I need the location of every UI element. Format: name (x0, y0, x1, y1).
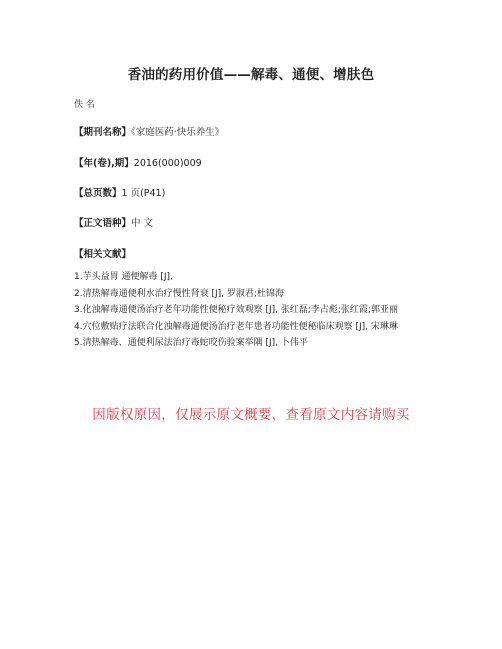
journal-name-value: 《家庭医药·快乐养生》 (131, 127, 225, 138)
related-literature-list (74, 270, 434, 353)
total-pages-label: 【总页数】 (74, 188, 122, 199)
year-issue-field (74, 155, 202, 169)
journal-name-label: 【期刊名称】 (74, 127, 132, 138)
language-value: 中 文 (131, 218, 154, 229)
related-literature-item[interactable]: 3.化浊解毒通便汤治疗老年功能性便秘疗效观察 [J], 张红磊;李占彪;张红霞;郭亚丽 (74, 305, 398, 315)
related-literature-item[interactable]: 4.穴位敷贴疗法联合化浊解毒通便汤治疗老年患者功能性便秘临床观察 [J], 宋琳琳 (74, 321, 398, 332)
related-literature-item[interactable]: 2.清热解毒通便利水治疗慢性肾衰 [J], 罗淑君;杜锦海 (74, 288, 284, 299)
language-label: 【正文语种】 (74, 218, 132, 229)
author-name: 佚 名 (74, 100, 95, 110)
year-issue-value: 2016(000)009 (133, 158, 202, 169)
related-literature-item[interactable]: 1.芋头益胃 通便解毒 [J], (74, 272, 173, 282)
total-pages-field (74, 185, 165, 199)
language-field (74, 215, 153, 229)
related-literature-heading: 【相关文献】 (74, 249, 132, 260)
document-title: 香油的药用价值——解毒、通便、增肤色 (127, 67, 375, 83)
related-literature-item[interactable]: 5.清热解毒、通便利尿法治疗毒蛇咬伤验案举隅 [J], 卜伟平 (74, 338, 308, 348)
year-issue-label: 【年(卷),期】 (74, 158, 134, 169)
copyright-notice: 因版权原因，仅展示原文概要，查看原文内容请购买 (92, 407, 410, 423)
total-pages-value: 1 页(P41) (121, 188, 166, 199)
journal-name-field (74, 124, 224, 138)
